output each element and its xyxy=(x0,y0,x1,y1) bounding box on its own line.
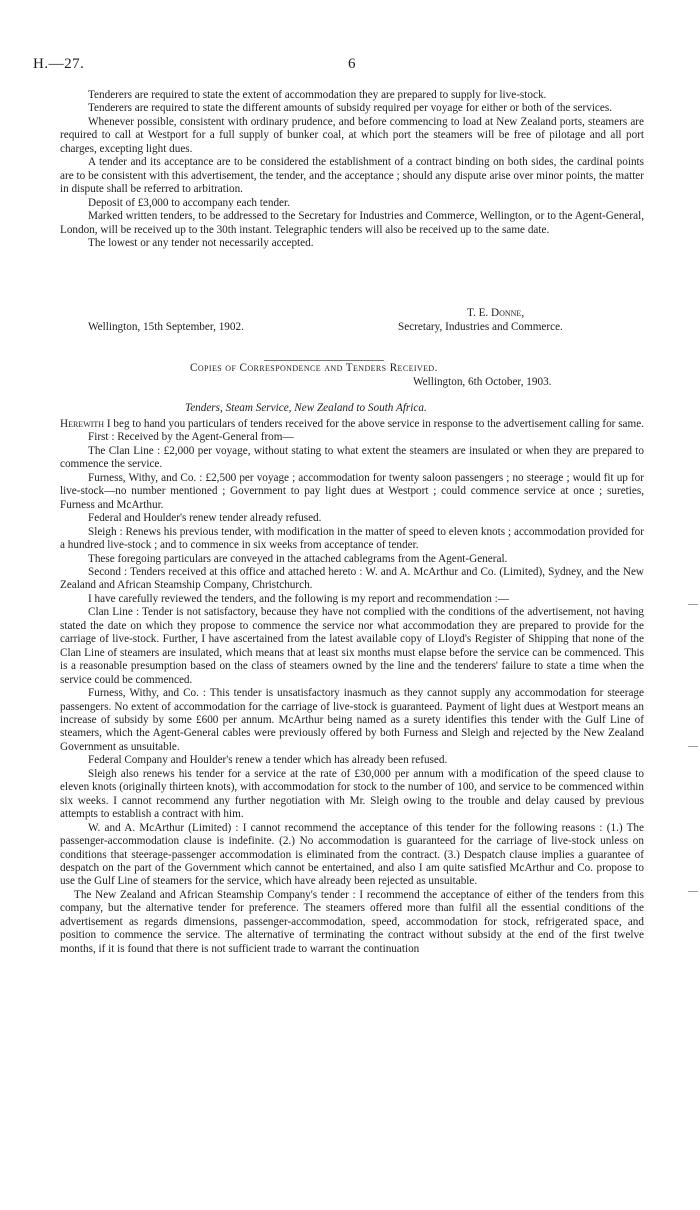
letter-dateline: Wellington, 6th October, 1903. xyxy=(413,376,552,388)
opening-paragraph xyxy=(60,418,644,431)
section-heading: Copies of Correspondence and Tenders Received. xyxy=(190,362,438,374)
letter-paragraph: Sleigh also renews his tender for a service at the rate of £30,000 per annum with a modification of the speed clause to eleven knots (originally thirteen knots), with accommodation for stock to the number of 100, and service to be commenced within six weeks. I cannot recommend any further negotiation with Mr. Sleigh owing to the trouble and delay caused by previous attempts to establish a contract with him. xyxy=(60,767,644,821)
letter-paragraph: The New Zealand and African Steamship Company's tender : I recommend the acceptance of either of the tenders from this company, but the alternative tender for preference. The steamers offered more than fulfil all the essential conditions of the advertisement as regards dimensions, passenger-accommodation, speed, accommodation for stock, refrigerated space, and position to commence the service. The alternative of terminating the contract without subsidy at the end of the first twelve months, if it is found that there is not sufficient trade to warrant the continuation xyxy=(60,888,644,955)
advert-paragraph: Tenderers are required to state the different amounts of subsidy required per voyage for either or both of the services. xyxy=(88,102,613,115)
letter-paragraph: Clan Line : Tender is not satisfactory, because they have not complied with the conditions of the advertisement, not having stated the date on which they propose to commence the service nor what accommodation they are prepared to provide for the carriage of live-stock. Further, I have ascertained from the latest available copy of Lloyd's Register of Shipping that none of the Clan Line of steamers are insulated, which means that at least six months must elapse before the service can be commenced. This is a reasonable presumption based on the class of steamers owned by the line and the tenderers' failure to state a time when the service could be commenced. xyxy=(60,606,644,686)
advert-paragraph: Marked written tenders, to be addressed to the Secretary for Industries and Commerce, Wellington, or to the Agent-General, London, will be received up to the 30th instant. Telegraphic tenders will also be received up to the same date. xyxy=(60,210,644,236)
advert-paragraph: A tender and its acceptance are to be considered the establishment of a contract binding on both sides, the cardinal points are to be consistent with this advertisement, the tender, and the acceptance ; should any dispute arise over minor points, the matter in dispute shall be referred to arbitration. xyxy=(60,156,644,196)
letter-paragraph: The Clan Line : £2,000 per voyage, without stating to what extent the steamers are insulated or when they are prepared to commence the service. xyxy=(60,444,644,471)
report-reference: H.—27. xyxy=(33,56,85,72)
margin-mark xyxy=(688,746,698,747)
letter-paragraph: Federal and Houlder's renew tender already refused. xyxy=(88,512,322,525)
advert-paragraph: The lowest or any tender not necessarily accepted. xyxy=(88,236,314,249)
advertisement-body xyxy=(60,89,644,250)
letter-subject: Tenders, Steam Service, New Zealand to South Africa. xyxy=(185,402,427,414)
margin-mark xyxy=(688,891,698,892)
margin-mark xyxy=(688,604,698,605)
letter-paragraph: Second : Tenders received at this office and attached hereto : W. and A. McArthur and Co. (Limited), Sydney, and the New Zealand and African Steamship Company, Christchurch. xyxy=(60,565,644,592)
page-number: 6 xyxy=(348,56,356,72)
letter-paragraph: Furness, Withy, and Co. : This tender is unsatisfactory inasmuch as they cannot supply any accommodation for steerage passengers. No extent of accommodation for the carriage of live-stock is guaranteed. Payment of light dues at Westport means an increase of subsidy by some £600 per annum. McArthur being named as a surety identifies this tender with the Gulf Line of steamers, which the Agent-General cables were previously offered by both Furness and Sleigh and rejected by the New Zealand Government as unsuitable. xyxy=(60,687,644,753)
letter-paragraph: These foregoing particulars are conveyed in the attached cablegrams from the Agent-General. xyxy=(88,552,508,565)
correspondence-body xyxy=(60,418,644,956)
advert-paragraph: Tenderers are required to state the extent of accommodation they are prepared to supply for live-stock. xyxy=(88,89,547,101)
letter-paragraph: W. and A. McArthur (Limited) : I cannot recommend the acceptance of this tender for the following reasons : (1.) The passenger-accommodation clause is indefinite. (2.) No accommodation is guaranteed for the carriage of live-stock unless on conditions that steerage-passenger accommodation is eliminated from the contract. (3.) Despatch clause implies a guarantee of despatch on the part of the Government which cannot be entertained, and also I am quite satisfied McArthur and Co. propose to use the Gulf Line of steamers for the service, which have already been rejected as unsuitable. xyxy=(60,821,644,888)
opening-text: I beg to hand you particulars of tenders received for the above service in response to the advertisement calling for same. xyxy=(104,418,644,430)
letter-paragraph: Furness, Withy, and Co. : £2,500 per voyage ; accommodation for twenty saloon passengers ; no steerage ; would fit up for live-stock—no number mentioned ; Government to pay light dues at Westport ; could commence service at once ; sureties, Furness and McArthur. xyxy=(60,471,644,511)
signatory-name: T. E. Donne, xyxy=(467,307,525,319)
letter-paragraph: I have carefully reviewed the tenders, and the following is my report and recommendation :— xyxy=(88,592,509,605)
signatory-title: Secretary, Industries and Commerce. xyxy=(398,321,563,333)
advert-date: Wellington, 15th September, 1902. xyxy=(88,321,244,333)
advert-paragraph: Deposit of £3,000 to accompany each tender. xyxy=(88,196,290,209)
letter-paragraph: Sleigh : Renews his previous tender, with modification in the matter of speed to eleven knots ; accommodation provided for a hundred live-stock ; and to commence in six weeks from acceptance of tender. xyxy=(60,525,644,552)
letter-paragraph: First : Received by the Agent-General from— xyxy=(88,431,294,444)
advert-paragraph: Whenever possible, consistent with ordinary prudence, and before commencing to load at New Zealand ports, steamers are required to call at Westport for a full supply of bunker coal, at which port the steamers will be free of pilotage and all port charges, excepting light dues. xyxy=(60,115,644,155)
section-divider xyxy=(264,360,384,361)
lead-word: Herewith xyxy=(60,418,105,430)
letter-paragraph: Federal Company and Houlder's renew a tender which has already been refused. xyxy=(88,754,448,767)
